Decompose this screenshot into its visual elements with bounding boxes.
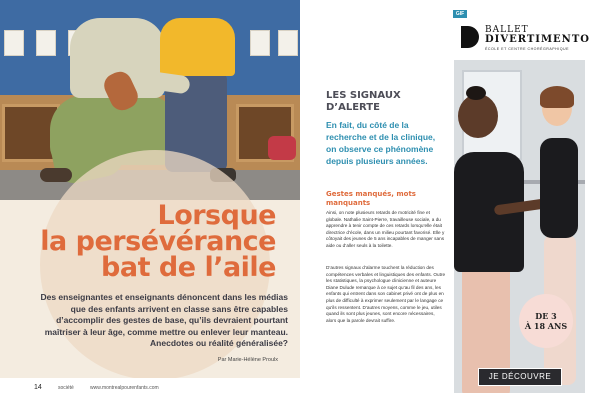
headline-line-2: la persévérance bbox=[40, 226, 276, 257]
body-paragraph-2: D’autres signaux d’alarme touchent la réduction des compétences verbales et linguistiques des enfants. Outre les statistiques, la psychologue clinicienne et auteure Diane Dulude remarque à ce sujet qu’au fil des ans, les enfants qui entrent dans son cabinet privé ont de plus en plus de difficulté à exprimer seulement par le langage ce qu’ils ressentent. D’autres moyens, comme le jeu, utiles quand ils sont plus jeunes, sont encore nécessaires, alors que la parole devrait suffire. bbox=[326, 265, 446, 323]
page-number: 14 bbox=[34, 384, 42, 391]
dancer-1-bun bbox=[466, 86, 486, 100]
red-bag bbox=[268, 136, 296, 160]
brand-line-1: BALLET bbox=[485, 25, 529, 35]
dancer-1-head bbox=[458, 94, 498, 138]
headline-line-3: bat de l’aile bbox=[101, 252, 276, 283]
section-intro: En fait, du côté de la recherche et de la clinique, on observe ce phénomène depuis plusieurs années. bbox=[326, 120, 436, 166]
age-badge-line-1: DE 3 bbox=[535, 311, 557, 321]
headline-line-1: Lorsque bbox=[157, 200, 276, 231]
ballet-photo bbox=[454, 60, 585, 393]
article-headline bbox=[6, 200, 276, 283]
section-heading: LES SIGNAUX D’ALERTE bbox=[326, 90, 401, 113]
brand-tagline: ÉCOLE ET CENTRE CHORÉGRAPHIQUE bbox=[485, 47, 570, 51]
teacher-shoe bbox=[40, 168, 72, 182]
alphabet-card bbox=[250, 30, 270, 56]
alphabet-card bbox=[36, 30, 56, 56]
alphabet-card bbox=[4, 30, 24, 56]
byline: Par Marie-Hélène Proulx bbox=[217, 357, 278, 363]
child-shirt bbox=[160, 18, 235, 76]
dancer-2-hair bbox=[540, 86, 574, 108]
article-lede: Des enseignantes et enseignants dénoncent dans les médias que des enfants arrivent en classe sans être capables d’accomplir des gestes de base, qu’ils devraient pourtant maîtriser à leur âge, comme mettre ou enlever leur manteau. Anecdotes ou réalité généralisée? bbox=[40, 292, 288, 348]
gif-tag: GIF bbox=[453, 10, 467, 18]
section-label: société bbox=[58, 385, 74, 391]
site-url: www.montrealpourenfants.com bbox=[90, 385, 159, 391]
age-badge bbox=[519, 294, 573, 348]
body-paragraph-1: Ainsi, on note plusieurs retards de motricité fine et globale. Nathalie Saint-Pierre, travailleuse sociale, a du apprendre à tenir compte de ces retards lorsqu’elle était directrice d’école, dans un milieu pourtant favorisé. Elle y côtoyait des jeunes de 5 ans incapables de manger sans aide ou d’aller seuls à la toilette. bbox=[326, 210, 445, 248]
subheading: Gestes manqués, mots manquants bbox=[326, 190, 416, 207]
brand-line-2: DIVERTIMENTO bbox=[485, 34, 590, 45]
dancer-2-body bbox=[540, 138, 578, 238]
discover-button[interactable]: JE DÉCOUVRE bbox=[478, 368, 562, 386]
age-badge-line-2: À 18 ANS bbox=[524, 321, 568, 331]
alphabet-card bbox=[278, 30, 298, 56]
